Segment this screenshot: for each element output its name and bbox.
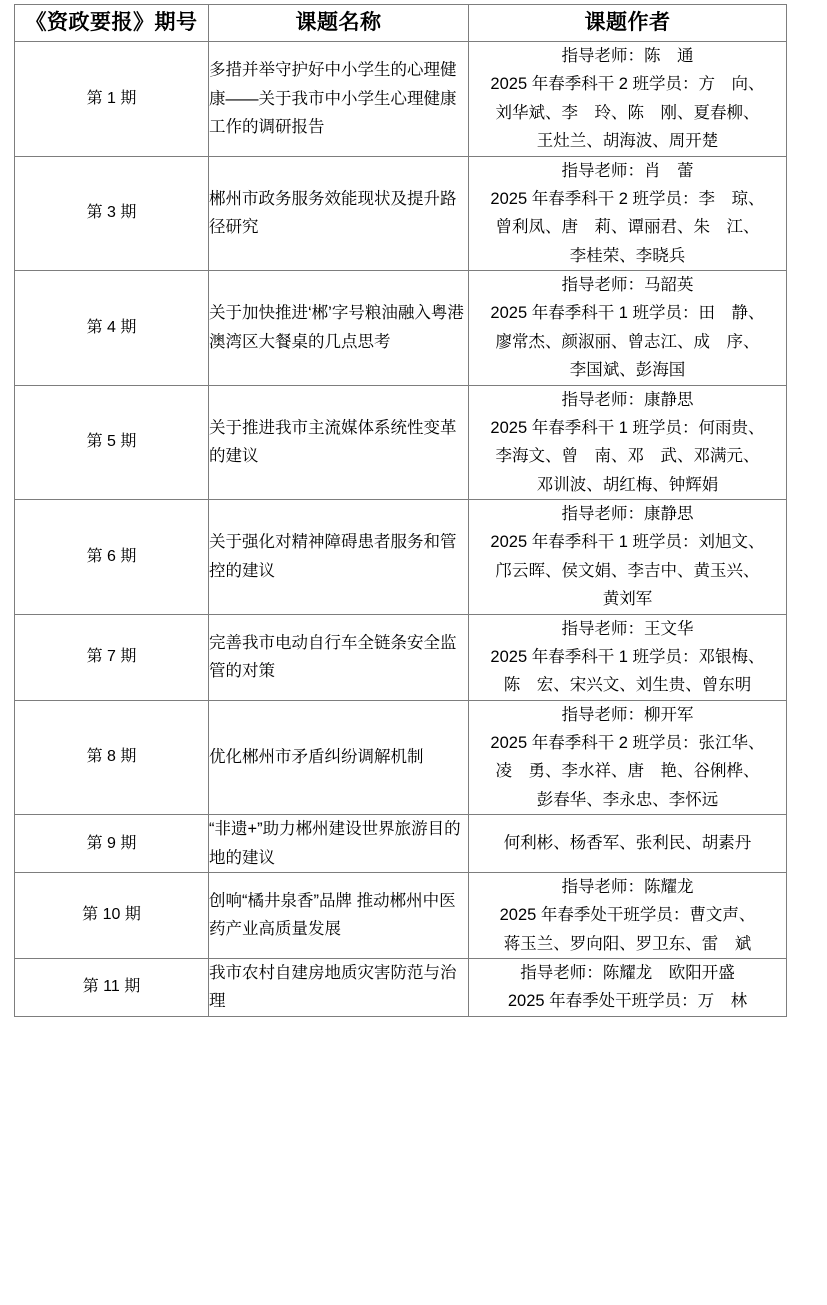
author-line: 指导老师：马韶英 bbox=[561, 276, 694, 294]
column-header-issue: 《资政要报》期号 bbox=[15, 5, 209, 42]
author-line: 李桂荣、李晓兵 bbox=[569, 246, 686, 265]
title-line: 优化郴州市矛盾纠纷调解机制 bbox=[209, 748, 424, 767]
author-line: 刘华斌、李 玲、陈 刚、夏春柳、 bbox=[495, 103, 760, 122]
column-header-title: 课题名称 bbox=[209, 5, 469, 42]
title-line: 性变革的建议 bbox=[209, 418, 457, 466]
cell-issue: 第 9 期 bbox=[15, 815, 209, 873]
title-line: 心理健康——关于我市中小 bbox=[209, 61, 457, 108]
title-line: 学生心理健康工作的调研报 bbox=[209, 89, 457, 136]
cell-title bbox=[209, 385, 469, 500]
cell-author bbox=[469, 156, 787, 271]
cell-title bbox=[209, 614, 469, 700]
author-line: 2025 年春季科干 1 班学员：何雨贵、 bbox=[490, 418, 765, 437]
title-line: 入粤港澳湾区大餐桌的几点 bbox=[209, 304, 464, 351]
table-row bbox=[15, 42, 787, 157]
author-line: 指导老师：肖 蕾 bbox=[561, 161, 694, 180]
cell-issue: 第 5 期 bbox=[15, 385, 209, 500]
cell-title bbox=[209, 815, 469, 873]
table-row bbox=[15, 872, 787, 958]
cell-issue: 第 3 期 bbox=[15, 156, 209, 271]
title-line: 郴州市政务服务效能现状及 bbox=[209, 189, 407, 208]
column-header-author: 课题作者 bbox=[469, 5, 787, 42]
author-line: 指导老师：王文华 bbox=[561, 619, 694, 638]
cell-author bbox=[469, 385, 787, 500]
author-line: 2025 年春季科干 1 班学员：邓银梅、 bbox=[490, 647, 765, 666]
report-table bbox=[14, 4, 787, 1017]
author-line: 2025 年春季处干班学员：万 林 bbox=[507, 992, 748, 1011]
cell-author bbox=[469, 42, 787, 157]
author-line: 曾利凤、唐 莉、谭丽君、朱 江、 bbox=[495, 218, 760, 237]
cell-issue: 第 10 期 bbox=[15, 872, 209, 958]
cell-issue: 第 1 期 bbox=[15, 42, 209, 157]
cell-author bbox=[469, 271, 787, 386]
cell-author bbox=[469, 614, 787, 700]
author-line: 指导老师：柳开军 bbox=[561, 705, 694, 724]
title-line: 多措并举守护好中小学生的 bbox=[209, 61, 407, 80]
title-line: “非遗+”助力郴州建设世界旅 bbox=[209, 820, 412, 839]
table-row bbox=[15, 959, 787, 1017]
cell-issue: 第 4 期 bbox=[15, 271, 209, 386]
table-row bbox=[15, 815, 787, 873]
cell-author bbox=[469, 959, 787, 1017]
author-line: 2025 年春季科干 2 班学员：方 向、 bbox=[490, 75, 765, 94]
table-body bbox=[15, 42, 787, 1017]
author-line: 陈 宏、宋兴文、刘生贵、曾东明 bbox=[503, 676, 752, 695]
title-line: 我市农村自建房地质灾害防 bbox=[209, 964, 407, 982]
title-line: 创响“橘井泉香”品牌 推动郴 bbox=[209, 892, 407, 911]
author-line: 王灶兰、胡海波、周开楚 bbox=[536, 132, 719, 151]
author-line: 廖常杰、颜淑丽、曾志江、成 序、 bbox=[495, 332, 760, 351]
author-line: 黄刘军 bbox=[602, 590, 653, 609]
title-line: 游目的地的建议 bbox=[209, 820, 461, 867]
author-line: 2025 年春季科干 1 班学员：田 静、 bbox=[490, 304, 765, 323]
author-line: 蒋玉兰、罗向阳、罗卫东、雷 斌 bbox=[503, 934, 752, 953]
author-line: 李国斌、彭海国 bbox=[569, 361, 686, 380]
cell-author bbox=[469, 815, 787, 873]
author-line: 2025 年春季科干 2 班学员：李 琼、 bbox=[490, 189, 765, 208]
cell-title bbox=[209, 42, 469, 157]
cell-title bbox=[209, 156, 469, 271]
title-line: 告 bbox=[308, 117, 325, 136]
author-line: 指导老师：陈 通 bbox=[561, 47, 694, 65]
author-line: 2025 年春季处干班学员：曹文声、 bbox=[499, 906, 756, 925]
title-line: 关于强化对精神障碍患者服 bbox=[209, 533, 407, 552]
cell-title bbox=[209, 271, 469, 386]
author-line: 指导老师：康静思 bbox=[561, 505, 694, 523]
title-line: 完善我市电动自行车全链条 bbox=[209, 633, 407, 652]
table-row bbox=[15, 385, 787, 500]
author-line: 2025 年春季科干 2 班学员：张江华、 bbox=[490, 734, 765, 752]
title-line: 关于推进我市主流媒体系统 bbox=[209, 418, 407, 437]
author-line: 凌 勇、李水祥、唐 艳、谷俐桦、 bbox=[495, 762, 760, 781]
title-line: 提升路径研究 bbox=[209, 189, 457, 237]
cell-issue: 第 8 期 bbox=[15, 700, 209, 815]
cell-issue: 第 7 期 bbox=[15, 614, 209, 700]
cell-author bbox=[469, 500, 787, 615]
cell-title bbox=[209, 500, 469, 615]
author-line: 邓训波、胡红梅、钟辉娟 bbox=[536, 475, 719, 494]
title-line: 关于加快推进‘郴’字号粮油融 bbox=[209, 304, 415, 323]
author-line: 邝云晖、侯文娟、李吉中、黄玉兴、 bbox=[495, 561, 760, 580]
cell-issue: 第 6 期 bbox=[15, 500, 209, 615]
title-line: 务和管控的建议 bbox=[209, 533, 457, 580]
table-header-row bbox=[15, 5, 787, 42]
title-line: 思考 bbox=[357, 332, 391, 351]
cell-title bbox=[209, 700, 469, 815]
cell-author bbox=[469, 872, 787, 958]
title-line: 范与治理 bbox=[209, 964, 457, 1011]
title-line: 州中医药产业高质量发展 bbox=[209, 892, 456, 939]
author-line: 指导老师：康静思 bbox=[561, 390, 694, 409]
author-line: 2025 年春季科干 1 班学员：刘旭文、 bbox=[490, 533, 765, 552]
table-row bbox=[15, 614, 787, 700]
title-line: 安全监管的对策 bbox=[209, 633, 457, 681]
cell-author bbox=[469, 700, 787, 815]
author-line: 指导老师：陈耀龙 bbox=[561, 877, 694, 896]
author-line: 指导老师：陈耀龙 欧阳开盛 bbox=[520, 964, 735, 982]
author-line: 何利彬、杨香军、张利民、胡素丹 bbox=[503, 834, 752, 853]
table-row bbox=[15, 156, 787, 271]
table-row bbox=[15, 500, 787, 615]
table-header bbox=[15, 5, 787, 42]
table-row bbox=[15, 271, 787, 386]
author-line: 彭春华、李永忠、李怀远 bbox=[536, 790, 719, 809]
table-row bbox=[15, 700, 787, 815]
author-line: 李海文、曾 南、邓 武、邓满元、 bbox=[495, 447, 760, 466]
cell-title bbox=[209, 959, 469, 1017]
cell-issue: 第 11 期 bbox=[15, 959, 209, 1017]
cell-title bbox=[209, 872, 469, 958]
